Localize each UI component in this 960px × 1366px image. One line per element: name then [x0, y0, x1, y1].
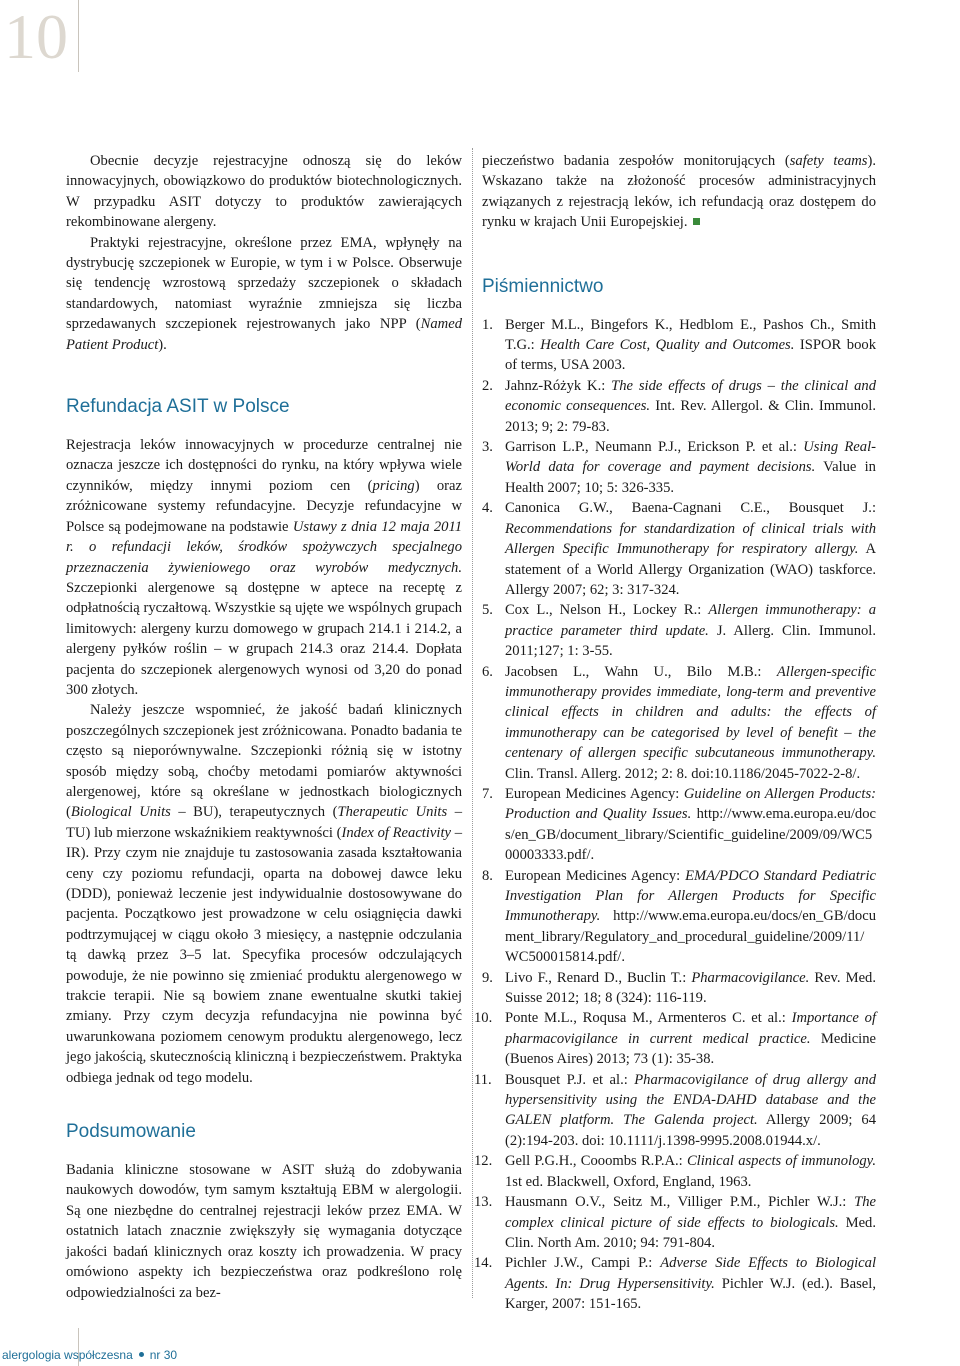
refundacja-p2-text-a: Należy jeszcze wspomnieć, że jakość badań klinicznych poszczególnych szczepionek jest zróżnicowana. Ponadto badania te często są nieporównywalne. Szczepionki różnią się w istotny sposób między sobą, choćby metodami pomiarów aktywności alergenowej, które są określane w jednostkach biologicznych (	[66, 702, 462, 821]
reference-title: EMA/PDCO Standard Pediatric Investigation Plan for Allergen Products for Specific Immunotherapy.	[505, 867, 876, 925]
reference-number: 13.	[474, 1194, 493, 1211]
reference-number: 7.	[482, 785, 493, 802]
references-list	[474, 315, 876, 1315]
intro-paragraph-2	[66, 233, 462, 355]
reference-item	[474, 1070, 876, 1152]
refundacja-p1-text-a: Rejestracja leków innowacyjnych w procedurze centralnej nie oznacza jeszcze ich dostępności do rynku, na który wpływa wiele czynników, między innymi poziom cen (	[66, 437, 462, 494]
reference-number: 8.	[482, 867, 493, 884]
reference-authors: Hausmann O.V., Seitz M., Villiger P.M., Pichler W.J.:	[505, 1194, 855, 1211]
reference-source: 1st ed. Blackwell, Oxford, England, 1963.	[505, 1173, 752, 1190]
reference-authors: Jahnz-Różyk K.:	[505, 377, 612, 394]
reference-authors: Bousquet P.J. et al.:	[505, 1071, 635, 1088]
reference-authors: Berger M.L., Bingefors K., Hedblom E., Pashos Ch., Smith T.G.:	[505, 316, 876, 354]
reference-authors: European Medicines Agency:	[505, 867, 686, 884]
reference-source: J. Allerg. Clin. Immunol. 2011;127; 1: 3-55.	[505, 622, 876, 660]
section-heading-references: Piśmiennictwo	[482, 275, 604, 297]
reference-number: 12.	[474, 1153, 493, 1170]
reference-item	[474, 1151, 876, 1192]
reference-authors: Garrison L.P., Neumann P.J., Erickson P. et al.:	[505, 439, 804, 456]
reference-title: Adverse Side Effects to Biological Agents. In: Drug Hypersensitivity.	[505, 1255, 876, 1292]
intro-paragraph-1: Obecnie decyzje rejestracyjne odnoszą się do leków innowacyjnych, obowiązkowo do produktów biotechnologicznych. W przypadku ASIT dotyczy to produktów zawierających rekombinowane alergeny.	[66, 153, 462, 231]
reference-source: ISPOR book of terms, USA 2003.	[505, 337, 876, 374]
reference-number: 1.	[482, 316, 493, 333]
reference-title: Importance of pharmacovigilance in current medical practice.	[505, 1010, 876, 1047]
reference-authors: Canonica G.W., Baena-Cagnani C.E., Bousquet J.:	[505, 500, 876, 517]
reference-authors: Gell P.G.H., Cooombs R.P.A.:	[505, 1153, 687, 1170]
refundacja-p2-text-c: – TU) lub mierzone wskaźnikiem reaktywności (	[66, 804, 462, 841]
reference-number: 2.	[482, 377, 493, 394]
section-heading-refundacja: Refundacja ASIT w Polsce	[66, 396, 290, 418]
reference-number: 6.	[482, 663, 493, 680]
reference-title: Health Care Cost, Quality and Outcomes.	[540, 337, 795, 354]
reference-title: Allergen immunotherapy: a practice parameter third update.	[505, 602, 876, 639]
reference-source: Value in Health 2007; 10; 5: 326-335.	[505, 459, 876, 496]
refundacja-paragraph-1	[66, 435, 462, 700]
reference-item	[482, 437, 876, 498]
reference-number: 11.	[474, 1071, 492, 1088]
reference-item	[474, 1192, 876, 1253]
reference-authors: Jacobsen L., Wahn U., Bilo M.B.:	[505, 663, 777, 680]
refundacja-p1-text-c: Szczepionki alergenowe są dostępne w aptece na receptę z odpłatnością ryczałtową. Wszystkie są ujęte we wspólnych grupach limitowych: alergeny kurzu domowego w grupach 214.1 i 214.2, a alergeny pyłków roślin – w grupach 214.3 oraz 214.4. Dopłata pacjenta do szczepionek alergenowych wynosi od 3,20 do ponad 300 złotych.	[66, 579, 462, 698]
reference-item	[474, 1008, 876, 1069]
reference-item	[482, 784, 876, 866]
refundacja-paragraph-2	[66, 700, 462, 1088]
reference-source: http://www.ema.europa.eu/docs/en_GB/document_library/Scientific_guideline/2009/09/WC500003333.pdf/.	[505, 806, 876, 864]
reference-number: 14.	[474, 1255, 493, 1272]
reference-title: The complex clinical picture of side effects to biologicals.	[505, 1194, 876, 1231]
refundacja-p1-text-b: ) oraz zróżnicowane systemy refundacyjne. Decyzje refundacyjne w Polsce są podejmowane na podstawie	[66, 477, 462, 535]
reference-source: Med. Clin. North Am. 2010; 94: 791-804.	[505, 1214, 876, 1251]
reference-authors: Ponte M.L., Roqusa M., Armenteros C. et al.:	[505, 1010, 792, 1027]
page-number: 10	[4, 1, 68, 72]
biological-units-term: Biological Units	[70, 804, 171, 821]
reference-title: Pharmacovigilance.	[691, 969, 810, 986]
reference-item	[482, 600, 876, 661]
podsumowanie-paragraph: Badania kliniczne stosowane w ASIT służą do zdobywania naukowych dowodów, tym samym kształtują EBM w alergologii. Są one niezbędne do centralnej rejestracji leków przez EMA. W ostatnich latach znacznie zwiększyły się wymagania dotyczące jakości badań klinicznych oraz koszty ich prowadzenia. W pracy omówiono aspekty ich bezpieczeństwa oraz podkreślono rolę odpowiedzialności za bez-	[66, 1162, 462, 1301]
reference-number: 5.	[482, 602, 493, 619]
reference-item	[482, 498, 876, 600]
reference-source: A statement of a World Allergy Organization (WAO) taskforce. Allergy 2007; 62; 3: 317-324.	[505, 541, 876, 598]
intro-tail: ).	[158, 336, 167, 353]
header-rule	[78, 0, 960, 72]
reference-authors: Livo F., Renard D., Buclin T.:	[505, 969, 692, 986]
continuation-paragraph	[482, 151, 876, 233]
reference-item	[482, 968, 876, 1009]
reference-title: Pharmacovigilance of drug allergy and hypersensitivity using the ENDA-DAHD database and the GALEN platform. The Galenda project.	[505, 1071, 876, 1129]
reference-authors: European Medicines Agency:	[505, 785, 684, 802]
reference-authors: Cox L., Nelson H., Lockey R.:	[505, 602, 709, 619]
bullet-dot-icon	[139, 1352, 144, 1357]
intro-paragraph-2-text: Praktyki rejestracyjne, określone przez EMA, wpłynęły na dystrybucję szczepionek w Europie, w tym i w Polsce. Obserwuje się tendencję wzrostową sprzedaży szczepionek o składach standardowych, natomiast wyraźnie zmniejsza się liczba sprzedawanych szczepionek rejestrowanych jako NPP (	[66, 234, 462, 333]
journal-name: alergologia współczesna	[2, 1348, 133, 1362]
reference-title: Recommendations for standardization of clinical trials with Allergen Specific Immunotherapy for respiratory allergy.	[505, 520, 876, 558]
reference-title: Using Real-World data for coverage and payment decisions.	[505, 439, 876, 476]
reference-number: 3.	[482, 439, 493, 456]
reference-item	[474, 1253, 876, 1314]
reference-source: Allergy 2009; 64 (2):194-203. doi: 10.1111/j.1398-9995.2008.01944.x/.	[505, 1112, 876, 1149]
refundacja-p2-text-b: – BU), terapeutycznych (	[170, 804, 338, 821]
ustawa-title: Ustawy z dnia 12 maja 2011 r. o refundacji leków, środków spożywczych specjalnego przeznaczenia żywieniowego oraz wyrobów medycznych.	[66, 518, 462, 576]
page-footer	[0, 1328, 960, 1366]
reference-number: 10.	[474, 1010, 493, 1027]
reference-title: Allergen-specific immunotherapy provides immediate, long-term and preventive clinical effects in children and adults: the effects of immunotherapy can be categorised by level of benefit – the centenary of allergen specific subcutaneous immunotherapy.	[505, 663, 876, 762]
reference-title: Clinical aspects of immunology.	[686, 1153, 876, 1170]
reference-source: Int. Rev. Allergol. & Clin. Immunol. 2013; 9; 2: 79-83.	[505, 398, 876, 435]
right-column	[474, 151, 876, 1315]
safety-teams-term: safety teams	[789, 153, 868, 169]
reference-source: Rev. Med. Suisse 2012; 18; 8 (324): 116-119.	[505, 969, 876, 1007]
reference-authors: Pichler J.W., Campi P.:	[505, 1255, 661, 1272]
continuation-text-a: pieczeństwo badania zespołów monitorujących (	[482, 153, 790, 169]
left-column	[66, 151, 462, 1303]
reference-source: Medicine (Buenos Aires) 2013; 73 (1): 35-38.	[505, 1030, 876, 1068]
section-heading-podsumowanie: Podsumowanie	[66, 1121, 196, 1143]
reference-item	[482, 376, 876, 437]
reference-source: Pichler W.J. (ed.). Basel, Karger, 2007: 151-165.	[505, 1275, 876, 1313]
refundacja-p2-text-d: – IR). Przy czym nie znajduje tu zastosowania zasada kształtowania ceny czy poziomu refundacji, oparta na dobowej dawce leku (DDD), ponieważ leczenie jest indywidualnie dostosowywane do pacjenta. Początkowo jest prowadzone w celu osiągnięcia dawki podtrzymującej w ciągu około 3 miesięcy, a następnie odczulania tą dawką przez 3–5 lat. Specyfika procesów odczulających powoduje, że nie powinno się zmieniać produktu alergenowego w trakcie terapii. Nie są bowiem znane ewentualne skutki takiej zmiany. Przy czym decyzja refundacyjna nie powinna być uwarunkowana poziomem cenowym produktu alergenowego, lecz jego jakością, skutecznością kliniczną i bezpieczeństwem. Praktyka odbiega jednak od tego modelu.	[66, 824, 462, 1086]
pricing-term: pricing	[372, 477, 415, 494]
reference-source: http://www.ema.europa.eu/docs/en_GB/document_library/Regulatory_and_procedural_guideline/2009/11/WC500015814.pdf/.	[505, 908, 876, 966]
reference-title: The side effects of drugs – the clinical and economic consequences.	[505, 377, 876, 415]
issue-number: nr 30	[149, 1348, 178, 1362]
reference-source: Clin. Transl. Allerg. 2012; 2: 8. doi:10.1186/2045-7022-2-8/.	[505, 765, 861, 782]
reference-number: 9.	[482, 969, 493, 986]
end-of-article-square-icon	[693, 218, 700, 225]
continuation-text-b: ). Wskazano także na złożoność procesów administracyjnych związanych z rejestracją leków, ich refundacją oraz dostępem do rynku w krajach Unii Europejskiej.	[482, 153, 876, 231]
reference-item	[482, 866, 876, 968]
reference-number: 4.	[482, 500, 493, 517]
reference-title: Guideline on Allergen Products: Production and Quality Issues.	[505, 785, 876, 823]
index-of-reactivity-term: Index of Reactivity	[341, 824, 451, 841]
column-divider	[472, 148, 473, 1298]
footer-journal-line	[2, 1348, 177, 1362]
reference-item	[482, 662, 876, 784]
therapeutic-units-term: Therapeutic Units	[337, 804, 448, 821]
reference-item	[482, 315, 876, 376]
intro-italic-term: Named Patient Product	[66, 316, 462, 353]
